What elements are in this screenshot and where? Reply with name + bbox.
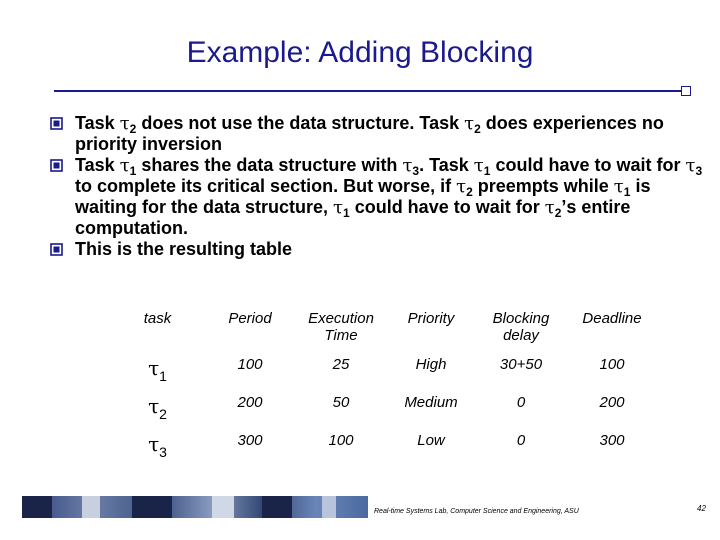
table-header-row	[110, 310, 657, 356]
bullet-text: Task	[75, 155, 120, 175]
bullet-item	[50, 239, 710, 260]
table-row	[110, 432, 657, 470]
table-row	[110, 394, 657, 432]
execution-time-cell: 25	[332, 356, 350, 373]
bullet-list	[50, 113, 710, 260]
tau-subscript: 2	[554, 206, 562, 220]
tau-symbol: τ	[464, 113, 475, 134]
task-subscript: 1	[159, 368, 167, 384]
bullet-text: does not use the data structure. Task	[136, 113, 465, 133]
checkbox-bullet-icon	[50, 117, 63, 130]
tau-symbol: τ	[119, 155, 130, 176]
tau-symbol: τ	[119, 113, 130, 134]
tau-subscript: 2	[474, 122, 481, 136]
execution-time-cell: 50	[332, 394, 350, 411]
task-table	[110, 310, 657, 470]
slide-title: Example: Adding Blocking	[186, 36, 534, 69]
tau-subscript: 1	[343, 206, 350, 220]
period-cell: 100	[237, 356, 263, 373]
bullet-text: This is the resulting table	[75, 239, 293, 259]
bullet-text: preempts while	[472, 176, 614, 196]
bullet-text: does experiences no priority inversion	[75, 113, 664, 154]
deadline-cell: 300	[599, 432, 625, 449]
checkbox-bullet-icon	[50, 243, 63, 256]
blocking-delay-cell: 0	[516, 432, 526, 449]
task-cell	[110, 432, 205, 470]
tau-subscript: 2	[466, 185, 473, 199]
bullet-text: shares the data structure with	[136, 155, 403, 175]
header-blocking-delay: Blocking delay	[492, 310, 550, 344]
period-cell: 200	[237, 394, 263, 411]
priority-cell: High	[415, 356, 447, 373]
tau-symbol: τ	[402, 155, 413, 176]
tau-symbol: τ	[685, 155, 696, 176]
tau-symbol: τ	[148, 394, 160, 418]
tau-symbol: τ	[333, 197, 343, 218]
deadline-cell: 200	[599, 394, 625, 411]
tau-subscript: 1	[483, 164, 491, 178]
table-row	[110, 356, 657, 394]
task-cell	[110, 394, 205, 432]
bullet-text: is waiting for the data structure,	[75, 176, 651, 217]
priority-cell: Low	[417, 432, 445, 449]
tau-symbol: τ	[613, 176, 624, 197]
tau-subscript: 2	[129, 122, 137, 136]
footer-banner-image	[22, 496, 368, 518]
bullet-text: ’s entire computation.	[75, 197, 631, 238]
bullet-text: to complete its critical section. But worse, if	[75, 176, 457, 196]
page-number: 42	[697, 504, 706, 513]
bullet-text: could have to wait for	[349, 197, 545, 217]
blocking-delay-cell: 30+50	[499, 356, 543, 373]
bullet-item	[50, 155, 710, 239]
header-task: task	[143, 310, 172, 327]
bullet-text: . Task	[419, 155, 474, 175]
table-body	[110, 356, 657, 470]
header-execution-time: Execution Time	[308, 310, 374, 344]
title-underline	[54, 90, 689, 92]
tau-symbol: τ	[148, 356, 160, 380]
deadline-cell: 100	[599, 356, 625, 373]
execution-time-cell: 100	[328, 432, 354, 449]
bullet-text: could have to wait for	[490, 155, 686, 175]
tau-subscript: 1	[623, 185, 631, 199]
header-deadline: Deadline	[582, 310, 642, 327]
footer-text: Real-time Systems Lab, Computer Science and Engineering, ASU	[374, 508, 579, 515]
tau-subscript: 1	[129, 164, 137, 178]
header-priority: Priority	[407, 310, 455, 327]
blocking-delay-cell: 0	[516, 394, 526, 411]
header-period: Period	[228, 310, 272, 327]
tau-subscript: 3	[412, 164, 420, 178]
task-subscript: 3	[159, 444, 167, 460]
checkbox-bullet-icon	[50, 159, 63, 172]
task-subscript: 2	[159, 406, 167, 422]
bullet-text: Task	[75, 113, 120, 133]
tau-symbol: τ	[148, 432, 160, 456]
tau-subscript: 3	[695, 164, 703, 178]
title-underline-end-square	[681, 86, 691, 96]
task-cell	[110, 356, 205, 394]
tau-symbol: τ	[544, 197, 555, 218]
bullet-item	[50, 113, 710, 155]
tau-symbol: τ	[456, 176, 467, 197]
tau-symbol: τ	[473, 155, 484, 176]
priority-cell: Medium	[404, 394, 458, 411]
period-cell: 300	[237, 432, 263, 449]
